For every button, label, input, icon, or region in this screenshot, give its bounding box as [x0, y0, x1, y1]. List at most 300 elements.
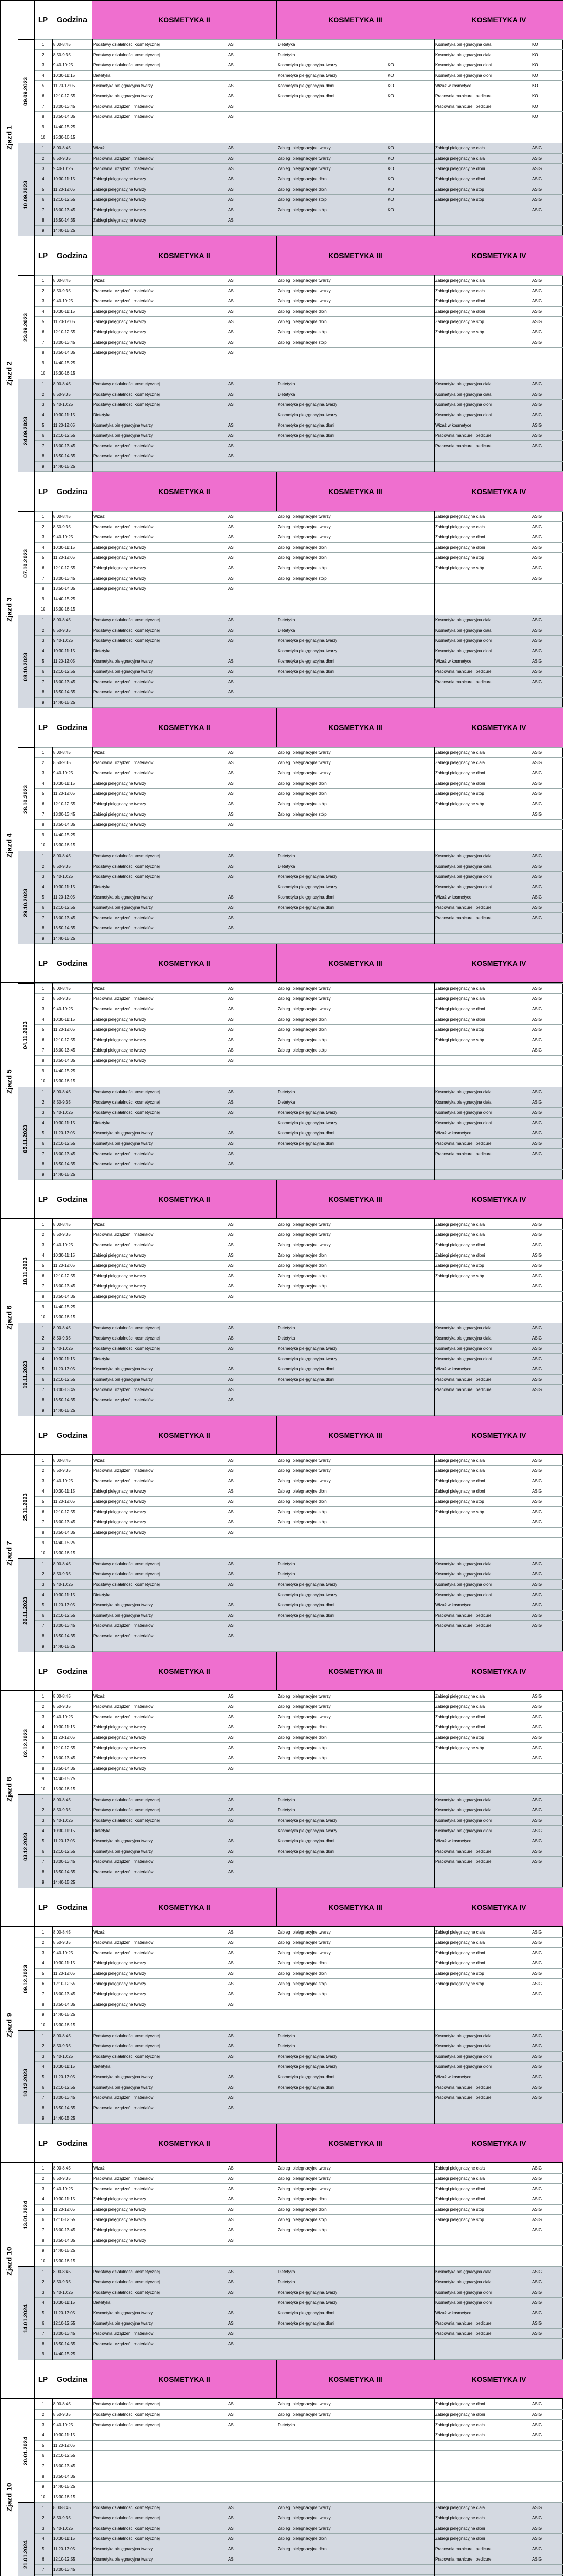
kosmetyka-ii-subject: Kosmetyka pielęgnacyjna twarzy: [93, 94, 153, 98]
day-date-label: [18, 511, 35, 615]
kosmetyka-iv-teacher: ASIG: [532, 576, 542, 581]
zjazd-label-text: Zjazd 6: [5, 1305, 13, 1330]
table-row: [35, 1527, 563, 1537]
kosmetyka-iii-subject: Zabiegi pielęgnacyjne stóp: [278, 1520, 327, 1524]
lesson-time: 12:10-12:55: [53, 2085, 75, 2090]
kosmetyka-iv-subject: Wizaż w kosmetyce: [435, 423, 472, 428]
kosmetyka-iv-teacher: ASIG: [532, 166, 542, 171]
lesson-time: 13:00-13:45: [53, 1284, 75, 1289]
table-row: [35, 2328, 563, 2338]
kosmetyka-ii-subject: Zabiegi pielęgnacyjne twarzy: [93, 1058, 146, 1063]
lesson-time: 9:40-10:25: [53, 2054, 73, 2059]
table-header: [1, 2360, 562, 2399]
kosmetyka-iv-teacher: ASIG: [532, 1839, 542, 1843]
table-row: [35, 2440, 563, 2450]
kosmetyka-ii-teacher: AS: [228, 309, 234, 314]
table-row: [35, 80, 563, 91]
table-row: [35, 2564, 563, 2574]
zjazd-label: [1, 2163, 18, 2360]
lesson-number: 2: [35, 154, 52, 163]
kosmetyka-ii-subject: Dietetyka: [93, 649, 111, 653]
kosmetyka-iv-teacher: ASIG: [532, 2321, 542, 2326]
lesson-number: 5: [35, 2205, 52, 2214]
lesson-number: 8: [35, 1631, 52, 1641]
kosmetyka-iv-teacher: ASIG: [532, 208, 542, 212]
lesson-time: 8:00-8:45: [53, 42, 71, 47]
header-lp: LP: [35, 2360, 52, 2398]
kosmetyka-ii-teacher: AS: [228, 2331, 234, 2336]
kosmetyka-ii-subject: Pracownia urządzeń i materiałów: [93, 690, 154, 694]
lesson-time: 8:50-9:35: [53, 1572, 71, 1577]
lesson-time: 13:00-13:45: [53, 1992, 75, 1996]
lesson-time: 9:40-10:25: [53, 2187, 73, 2191]
kosmetyka-iv-teacher: ASIG: [532, 2187, 542, 2191]
lesson-time: 13:50-14:35: [53, 218, 75, 223]
lesson-time: 13:00-13:45: [53, 2331, 75, 2336]
lesson-number: 1: [35, 379, 52, 389]
day-date: 09.09.2023: [23, 77, 29, 106]
kosmetyka-iv-teacher: ASIG: [532, 1027, 542, 1032]
kosmetyka-ii-subject: Kosmetyka pielęgnacyjna twarzy: [93, 659, 153, 664]
lesson-time: 8:00-8:45: [53, 1694, 71, 1699]
lesson-time: 12:10-12:55: [53, 1141, 75, 1146]
kosmetyka-iii-subject: Zabiegi pielęgnacyjne dłoni: [278, 555, 328, 560]
table-header: [1, 944, 562, 983]
table-row: [35, 2214, 563, 2225]
table-row: [35, 2204, 563, 2214]
lesson-time: 8:50-9:35: [53, 1468, 71, 1473]
kosmetyka-iv-teacher: ASIG: [532, 2412, 542, 2417]
header-time: Godzina: [52, 1, 92, 39]
kosmetyka-iv-teacher: ASIG: [532, 1499, 542, 1504]
kosmetyka-iv-subject: Kosmetyka pielęgnacyjna ciała: [435, 628, 492, 633]
kosmetyka-iii-subject: Kosmetyka pielęgnacyjna dłoni: [278, 905, 334, 910]
kosmetyka-iv-subject: Zabiegi pielęgnacyjne ciała: [435, 2166, 485, 2171]
kosmetyka-iv-teacher: ASIG: [532, 2547, 542, 2551]
kosmetyka-iii-subject: Kosmetyka pielęgnacyjna twarzy: [278, 73, 338, 78]
kosmetyka-ii-subject: Pracownia urządzeń i materiałów: [93, 2331, 154, 2336]
kosmetyka-iv-subject: Kosmetyka pielęgnacyjna ciała: [435, 854, 492, 858]
lesson-time: 9:40-10:25: [53, 535, 73, 539]
kosmetyka-iv-teacher: ASIG: [532, 1458, 542, 1463]
kosmetyka-iv-teacher: ASIG: [532, 1100, 542, 1105]
kosmetyka-iii-subject: Zabiegi pielęgnacyjne stóp: [278, 1038, 327, 1042]
lesson-number: 6: [35, 2451, 52, 2461]
table-row: [35, 440, 563, 451]
kosmetyka-ii-teacher: AS: [228, 197, 234, 202]
zjazd-label-text: Zjazd 3: [5, 597, 13, 622]
table-row: [35, 2338, 563, 2349]
lesson-number: 1: [35, 143, 52, 153]
kosmetyka-iv-teacher: ASIG: [532, 187, 542, 192]
kosmetyka-ii-subject: Zabiegi pielęgnacyjne twarzy: [93, 218, 146, 223]
kosmetyka-iii-subject: Kosmetyka pielęgnacyjna dłoni: [278, 83, 334, 88]
lesson-time: 9:40-10:25: [53, 1951, 73, 1955]
header-kosmetyka-iv: KOSMETYKA IV: [434, 2360, 563, 2398]
header-kosmetyka-iii: KOSMETYKA III: [277, 2124, 434, 2162]
lesson-time: 13:00-13:45: [53, 104, 75, 109]
kosmetyka-iii-subject: Zabiegi pielęgnacyjne stóp: [278, 2228, 327, 2232]
table-row: [35, 1076, 563, 1086]
lesson-time: 13:50-14:35: [53, 690, 75, 694]
day-date: 10.09.2023: [23, 180, 29, 209]
lesson-number: 9: [35, 2246, 52, 2256]
kosmetyka-iii-subject: Dietetyka: [278, 392, 295, 397]
kosmetyka-ii-teacher: AS: [228, 350, 234, 355]
kosmetyka-ii-subject: Zabiegi pielęgnacyjne twarzy: [93, 1981, 146, 1986]
lesson-number: 7: [35, 1281, 52, 1291]
lesson-number: 3: [35, 2184, 52, 2194]
kosmetyka-iv-teacher: ASIG: [532, 2402, 542, 2406]
kosmetyka-iv-subject: Zabiegi pielęgnacyjne dłoni: [435, 545, 485, 550]
kosmetyka-iii-subject: Zabiegi pielęgnacyjne dłoni: [278, 2547, 328, 2551]
lesson-time: 10:30-11:15: [53, 1253, 75, 1258]
lesson-number: 1: [35, 1323, 52, 1333]
table-row: [35, 1045, 563, 1055]
kosmetyka-ii-teacher: AS: [228, 187, 234, 192]
lesson-time: 13:50-14:35: [53, 2002, 75, 2007]
kosmetyka-iv-subject: Zabiegi pielęgnacyjne ciała: [435, 2176, 485, 2181]
kosmetyka-iii-subject: Zabiegi pielęgnacyjne twarzy: [278, 996, 331, 1001]
table-row: [35, 1537, 563, 1548]
header-kosmetyka-iv: KOSMETYKA IV: [434, 472, 563, 511]
kosmetyka-iv-teacher: ASIG: [532, 905, 542, 910]
kosmetyka-iv-subject: Zabiegi pielęgnacyjne stóp: [435, 555, 484, 560]
lesson-time: 9:40-10:25: [53, 63, 73, 67]
day-date-label: [18, 1219, 35, 1323]
table-row: [35, 215, 563, 225]
header-spacer: [1, 1652, 35, 1690]
lesson-number: 3: [35, 1580, 52, 1589]
kosmetyka-iii-subject: Kosmetyka pielęgnacyjna dłoni: [278, 1131, 334, 1136]
kosmetyka-iv-teacher: ASIG: [532, 1930, 542, 1935]
kosmetyka-ii-teacher: AS: [228, 1623, 234, 1628]
lesson-time: 10:30-11:15: [53, 2064, 75, 2069]
kosmetyka-iv-subject: Pracownia manicure i pedicure: [435, 104, 492, 109]
kosmetyka-ii-teacher: AS: [228, 319, 234, 324]
lesson-time: 10:30-11:15: [53, 1489, 75, 1494]
table-row: [35, 153, 563, 163]
table-row: [35, 1097, 563, 1107]
kosmetyka-ii-teacher: AS: [228, 1141, 234, 1146]
table-row: [35, 1773, 563, 1784]
kosmetyka-ii-teacher: AS: [228, 104, 234, 109]
table-row: [35, 2194, 563, 2204]
lesson-number: 2: [35, 2174, 52, 2183]
kosmetyka-ii-teacher: AS: [228, 1162, 234, 1166]
lesson-time: 13:00-13:45: [53, 1387, 75, 1392]
table-row: [35, 1333, 563, 1343]
kosmetyka-ii-teacher: AS: [228, 1715, 234, 1719]
column-divider: [434, 1219, 435, 1416]
header-kosmetyka-iv: KOSMETYKA IV: [434, 2124, 563, 2162]
kosmetyka-iv-subject: Zabiegi pielęgnacyjne stóp: [435, 187, 484, 192]
kosmetyka-iii-subject: Kosmetyka pielęgnacyjna twarzy: [278, 2054, 338, 2059]
lesson-number: 7: [35, 1753, 52, 1763]
kosmetyka-iv-teacher: ASIG: [532, 309, 542, 314]
kosmetyka-ii-subject: Podstawy działalności kosmetycznej: [93, 1572, 160, 1577]
kosmetyka-iv-teacher: ASIG: [532, 1623, 542, 1628]
kosmetyka-ii-subject: Podstawy działalności kosmetycznej: [93, 1346, 160, 1351]
lesson-number: 8: [35, 1528, 52, 1537]
lesson-time: 12:10-12:55: [53, 2453, 75, 2458]
lesson-time: 9:40-10:25: [53, 2422, 73, 2427]
lesson-time: 14:40-15:25: [53, 1172, 75, 1177]
lesson-number: 1: [35, 2503, 52, 2513]
kosmetyka-ii-teacher: AS: [228, 1694, 234, 1699]
table-row: [35, 2061, 563, 2072]
lesson-time: 11:20-12:05: [53, 1603, 75, 1607]
kosmetyka-iv-teacher: ASIG: [532, 156, 542, 161]
lesson-number: 5: [35, 317, 52, 327]
table-row: [35, 687, 563, 697]
kosmetyka-iii-subject: Kosmetyka pielęgnacyjna twarzy: [278, 2300, 338, 2305]
header-kosmetyka-iii: KOSMETYKA III: [277, 1652, 434, 1690]
lesson-number: 8: [35, 215, 52, 225]
kosmetyka-iv-teacher: ASIG: [532, 1090, 542, 1094]
lesson-number: 5: [35, 1733, 52, 1742]
kosmetyka-ii-teacher: AS: [228, 2505, 234, 2510]
kosmetyka-ii-subject: Podstawy działalności kosmetycznej: [93, 2269, 160, 2274]
kosmetyka-ii-subject: Podstawy działalności kosmetycznej: [93, 864, 160, 869]
kosmetyka-iv-teacher: ASIG: [532, 330, 542, 334]
lesson-time: 15:30-16:15: [53, 1551, 75, 1555]
kosmetyka-ii-subject: Podstawy działalności kosmetycznej: [93, 2290, 160, 2295]
kosmetyka-iv-subject: Zabiegi pielęgnacyjne stóp: [435, 197, 484, 202]
lesson-number: 9: [35, 1774, 52, 1784]
kosmetyka-iv-teacher: ASIG: [532, 555, 542, 560]
lesson-time: 12:10-12:55: [53, 905, 75, 910]
kosmetyka-iv-teacher: ASIG: [532, 1038, 542, 1042]
lesson-number: 8: [35, 1159, 52, 1169]
header-kosmetyka-ii: KOSMETYKA II: [92, 236, 277, 275]
kosmetyka-ii-subject: Podstawy działalności kosmetycznej: [93, 628, 160, 633]
header-lp: LP: [35, 1180, 52, 1218]
table-row: [35, 1312, 563, 1322]
kosmetyka-ii-subject: Kosmetyka pielęgnacyjna twarzy: [93, 423, 153, 428]
kosmetyka-ii-subject: Pracownia urządzeń i materiałów: [93, 289, 154, 293]
kosmetyka-iv-teacher: ASIG: [532, 2166, 542, 2171]
kosmetyka-ii-subject: Kosmetyka pielęgnacyjna twarzy: [93, 895, 153, 900]
day-date-label: [18, 747, 35, 851]
header-kosmetyka-iii: KOSMETYKA III: [277, 708, 434, 747]
kosmetyka-iv-teacher: ASIG: [532, 1479, 542, 1483]
zjazd-block: [0, 2124, 563, 2360]
lesson-number: 1: [35, 1795, 52, 1805]
kosmetyka-ii-teacher: AS: [228, 1798, 234, 1802]
kosmetyka-iii-subject: Zabiegi pielęgnacyjne twarzy: [278, 278, 331, 283]
kosmetyka-iii-subject: Zabiegi pielęgnacyjne twarzy: [278, 299, 331, 303]
kosmetyka-iv-teacher: ASIG: [532, 392, 542, 397]
lesson-number: 2: [35, 389, 52, 399]
zjazd-label: [1, 1219, 18, 1416]
kosmetyka-iii-subject: Zabiegi pielęgnacyjne dłoni: [278, 1489, 328, 1494]
kosmetyka-iv-teacher: ASIG: [532, 1981, 542, 1986]
kosmetyka-iii-subject: Zabiegi pielęgnacyjne stóp: [278, 1745, 327, 1750]
table-row: [35, 666, 563, 676]
kosmetyka-iv-teacher: ASIG: [532, 1377, 542, 1382]
kosmetyka-ii-teacher: AS: [228, 905, 234, 910]
kosmetyka-iv-teacher: ASIG: [532, 1582, 542, 1587]
day-date: 29.10.2023: [23, 888, 29, 917]
kosmetyka-iv-subject: Zabiegi pielęgnacyjne dłoni: [435, 1951, 485, 1955]
kosmetyka-iv-subject: Zabiegi pielęgnacyjne dłoni: [435, 1253, 485, 1258]
zjazd-block: [0, 1652, 563, 1888]
table-row: [35, 1323, 563, 1333]
kosmetyka-iii-subject: Zabiegi pielęgnacyjne twarzy: [278, 1468, 331, 1473]
lesson-time: 13:00-13:45: [53, 1151, 75, 1156]
zjazd-block: [0, 0, 563, 236]
zjazd-label: [1, 2399, 18, 2576]
kosmetyka-iv-subject: Zabiegi pielęgnacyjne ciała: [435, 1222, 485, 1227]
kosmetyka-ii-subject: Zabiegi pielęgnacyjne twarzy: [93, 2207, 146, 2212]
kosmetyka-ii-subject: Dietetyka: [93, 1828, 111, 1833]
lesson-number: 2: [35, 2277, 52, 2287]
table-row: [35, 2072, 563, 2082]
lesson-number: 1: [35, 1927, 52, 1937]
lesson-time: 13:00-13:45: [53, 208, 75, 212]
kosmetyka-ii-teacher: AS: [228, 2044, 234, 2048]
lesson-time: 15:30-16:15: [53, 135, 75, 140]
lesson-time: 14:40-15:25: [53, 464, 75, 469]
kosmetyka-iv-teacher: ASIG: [532, 433, 542, 438]
lesson-time: 13:50-14:35: [53, 1766, 75, 1771]
kosmetyka-ii-teacher: AS: [228, 986, 234, 991]
column-divider: [52, 511, 53, 708]
table-row: [35, 1229, 563, 1240]
kosmetyka-iii-subject: Dietetyka: [278, 382, 295, 386]
kosmetyka-iv-subject: Zabiegi pielęgnacyjne stóp: [435, 1274, 484, 1278]
column-divider: [92, 983, 93, 1180]
kosmetyka-iv-subject: Pracownia manicure i pedicure: [435, 2547, 492, 2551]
lesson-number: 2: [35, 994, 52, 1004]
table-row: [35, 2399, 563, 2409]
kosmetyka-ii-subject: Podstawy działalności kosmetycznej: [93, 42, 160, 47]
kosmetyka-iii-subject: Kosmetyka pielęgnacyjna twarzy: [278, 402, 338, 407]
day-date: 03.12.2023: [23, 1832, 29, 1861]
lesson-time: 11:20-12:05: [53, 659, 75, 664]
kosmetyka-iv-teacher: ASIG: [532, 2422, 542, 2427]
lesson-time: 12:10-12:55: [53, 197, 75, 202]
table-row: [35, 1968, 563, 1978]
kosmetyka-ii-teacher: AS: [228, 669, 234, 674]
table-row: [35, 778, 563, 788]
kosmetyka-iv-teacher: ASIG: [532, 2064, 542, 2069]
kosmetyka-iv-teacher: ASIG: [532, 1603, 542, 1607]
table-row: [35, 1055, 563, 1065]
kosmetyka-iii-subject: Zabiegi pielęgnacyjne dłoni: [278, 1499, 328, 1504]
kosmetyka-iv-subject: Zabiegi pielęgnacyjne ciała: [435, 2433, 485, 2437]
kosmetyka-iv-teacher: ASIG: [532, 1336, 542, 1341]
kosmetyka-ii-teacher: AS: [228, 812, 234, 817]
kosmetyka-iv-subject: Zabiegi pielęgnacyjne stóp: [435, 1038, 484, 1042]
lesson-number: 1: [35, 748, 52, 757]
kosmetyka-ii-teacher: AS: [228, 1377, 234, 1382]
column-divider: [52, 1219, 53, 1416]
kosmetyka-iii-subject: Dietetyka: [278, 1100, 295, 1105]
lesson-number: 9: [35, 1066, 52, 1076]
kosmetyka-iv-subject: Zabiegi pielęgnacyjne ciała: [435, 1694, 485, 1699]
lesson-number: 4: [35, 1118, 52, 1128]
column-divider: [434, 1455, 435, 1652]
lesson-number: 4: [35, 2062, 52, 2072]
table-row: [35, 2492, 563, 2502]
lesson-time: 14:40-15:25: [53, 1408, 75, 1413]
lesson-number: 6: [35, 1375, 52, 1384]
kosmetyka-ii-subject: Podstawy działalności kosmetycznej: [93, 1808, 160, 1812]
kosmetyka-ii-teacher: AS: [228, 618, 234, 622]
lesson-number: 3: [35, 60, 52, 70]
kosmetyka-iii-subject: Zabiegi pielęgnacyjne stóp: [278, 340, 327, 345]
lesson-number: 8: [35, 2471, 52, 2481]
kosmetyka-ii-teacher: AS: [228, 1745, 234, 1750]
header-lp: LP: [35, 2124, 52, 2162]
kosmetyka-ii-subject: Zabiegi pielęgnacyjne twarzy: [93, 576, 146, 581]
lesson-number: 4: [35, 2298, 52, 2308]
kosmetyka-ii-teacher: AS: [228, 514, 234, 519]
kosmetyka-ii-teacher: AS: [228, 1367, 234, 1371]
kosmetyka-iv-teacher: ASIG: [532, 2505, 542, 2510]
lesson-time: 15:30-16:15: [53, 1315, 75, 1319]
day-date-label: [18, 1087, 35, 1190]
day-date: 21.01.2024: [23, 2540, 29, 2569]
lesson-time: 13:50-14:35: [53, 822, 75, 827]
lesson-number: 3: [35, 2287, 52, 2297]
kosmetyka-iv-teacher: ASIG: [532, 1367, 542, 1371]
kosmetyka-iv-teacher: ASIG: [532, 535, 542, 539]
day-date-label: [18, 1558, 35, 1662]
lesson-time: 11:20-12:05: [53, 423, 75, 428]
kosmetyka-ii-subject: Kosmetyka pielęgnacyjna twarzy: [93, 1367, 153, 1371]
table-row: [35, 2419, 563, 2430]
table-row: [35, 1610, 563, 1620]
column-divider: [92, 1219, 93, 1416]
table-row: [35, 2461, 563, 2471]
zjazd-label: [1, 1691, 18, 1888]
kosmetyka-ii-subject: Zabiegi pielęgnacyjne twarzy: [93, 555, 146, 560]
kosmetyka-iii-subject: Zabiegi pielęgnacyjne twarzy: [278, 2176, 331, 2181]
lesson-number: 2: [35, 2410, 52, 2419]
kosmetyka-iv-teacher: ASIG: [532, 1613, 542, 1618]
lesson-time: 13:50-14:35: [53, 2238, 75, 2243]
kosmetyka-ii-teacher: AS: [228, 1530, 234, 1535]
kosmetyka-iv-subject: Zabiegi pielęgnacyjne stóp: [435, 2207, 484, 2212]
header-lp: LP: [35, 472, 52, 511]
lesson-time: 13:50-14:35: [53, 2106, 75, 2110]
kosmetyka-iv-teacher: ASIG: [532, 1562, 542, 1566]
lesson-number: 3: [35, 768, 52, 778]
lesson-number: 4: [35, 1590, 52, 1600]
kosmetyka-ii-teacher: AS: [228, 771, 234, 775]
table-row: [35, 1240, 563, 1250]
kosmetyka-iii-subject: Zabiegi pielęgnacyjne twarzy: [278, 156, 331, 161]
kosmetyka-iii-subject: Zabiegi pielęgnacyjne twarzy: [278, 1715, 331, 1719]
zjazd-label: [1, 275, 18, 472]
kosmetyka-iv-subject: Pracownia manicure i pedicure: [435, 1613, 492, 1618]
table-row: [35, 809, 563, 819]
kosmetyka-ii-teacher: AS: [228, 781, 234, 786]
lesson-time: 11:20-12:05: [53, 1839, 75, 1843]
kosmetyka-ii-subject: Pracownia urządzeń i materiałów: [93, 2342, 154, 2346]
kosmetyka-ii-teacher: AS: [228, 916, 234, 920]
column-divider: [52, 747, 53, 944]
header-spacer: [1, 1888, 35, 1926]
kosmetyka-iv-teacher: ASIG: [532, 781, 542, 786]
header-kosmetyka-ii: KOSMETYKA II: [92, 2124, 277, 2162]
lesson-time: 12:10-12:55: [53, 330, 75, 334]
lesson-time: 12:10-12:55: [53, 1613, 75, 1618]
lesson-time: 12:10-12:55: [53, 802, 75, 806]
